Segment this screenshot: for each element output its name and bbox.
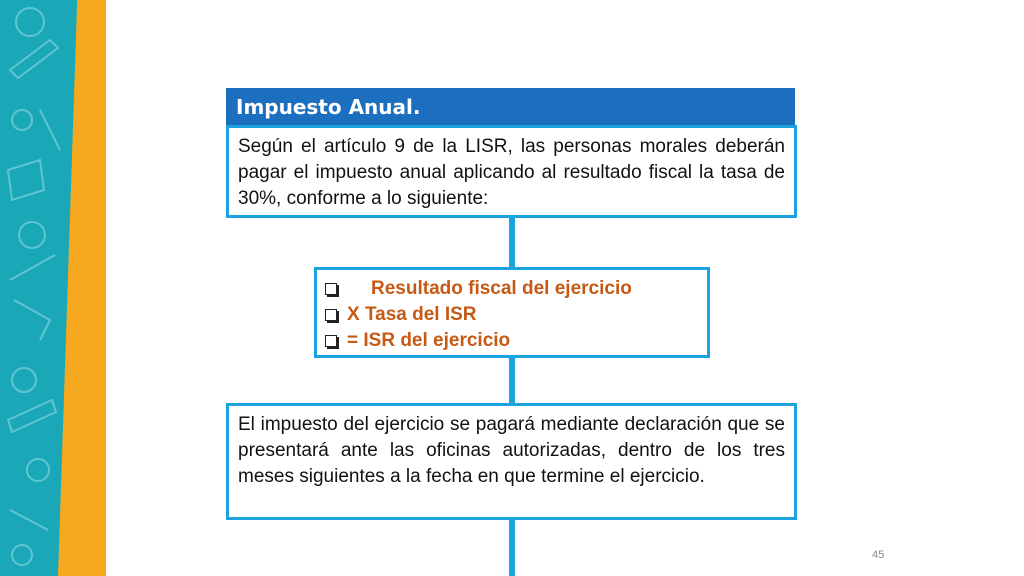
intro-text-box: [226, 125, 797, 218]
closing-text-box: [226, 403, 797, 520]
formula-box: [314, 267, 710, 358]
slide-title: Impuesto Anual.: [226, 88, 795, 126]
list-item: [325, 302, 699, 328]
closing-text: El impuesto del ejercicio se pagará mediante declaración que se presentará ante las oficinas autorizadas, dentro de los tres meses siguientes a la fecha en que termine el ejercicio.: [238, 414, 785, 487]
checkbox-bullet-icon: [325, 335, 337, 347]
bullet-text: = ISR del ejercicio: [347, 330, 511, 351]
page-number: 45: [872, 549, 885, 561]
bullet-text: Resultado fiscal del ejercicio: [371, 278, 632, 299]
list-item: [325, 328, 699, 354]
list-item: [325, 276, 699, 302]
intro-text: Según el artículo 9 de la LISR, las personas morales deberán pagar el impuesto anual aplicando al resultado fiscal la tasa de 30%, conforme a lo siguiente:: [238, 136, 785, 209]
checkbox-bullet-icon: [325, 309, 337, 321]
checkbox-bullet-icon: [325, 283, 337, 295]
bullet-text: X Tasa del ISR: [347, 304, 477, 325]
